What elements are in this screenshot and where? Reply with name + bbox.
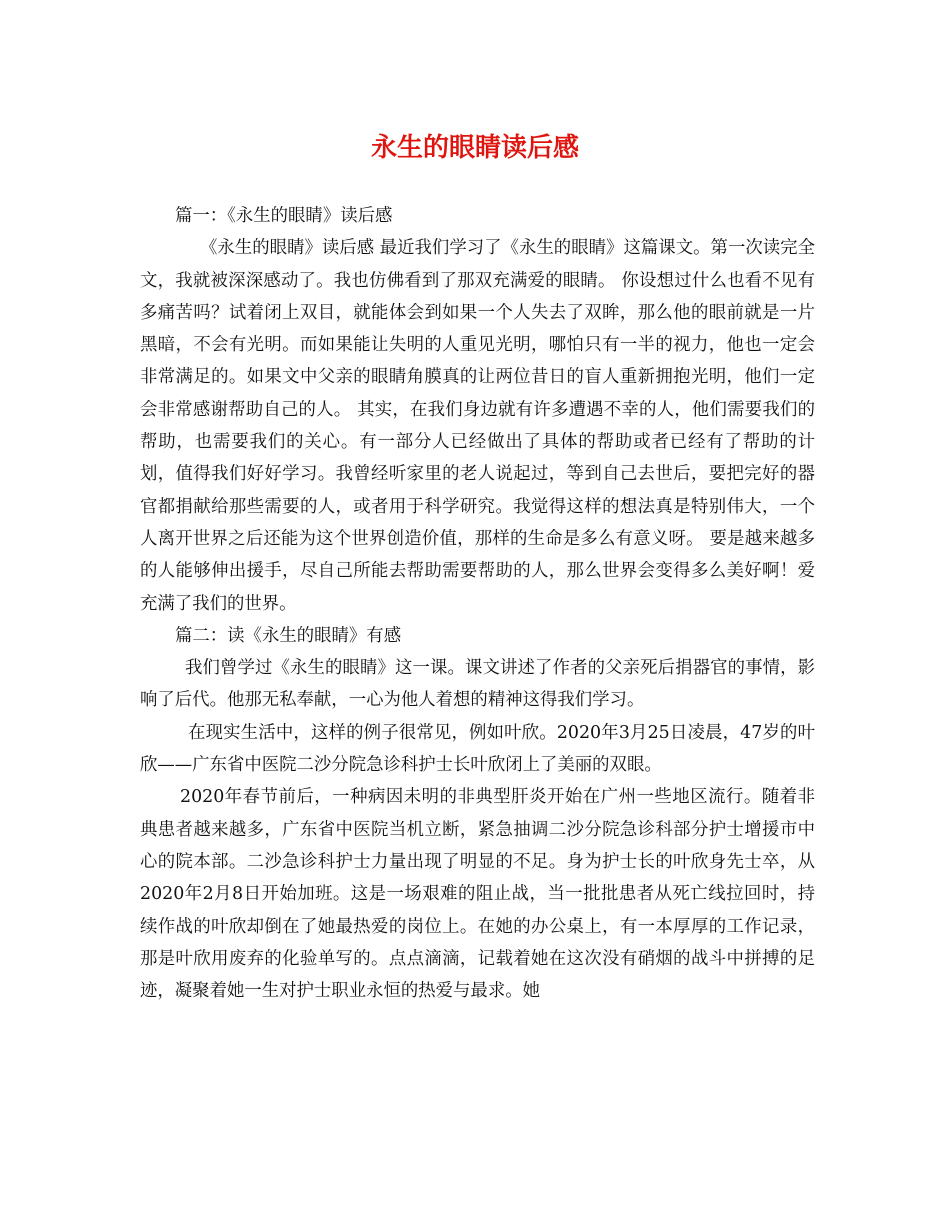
- section-heading-2: 篇二：读《永生的眼睛》有感: [175, 625, 402, 646]
- document-body: [140, 200, 815, 1007]
- section-heading-1: 篇一：《永生的眼睛》读后感: [175, 206, 393, 226]
- section-2-paragraph-1: 我们曾学过《永生的眼睛》这一课。课文讲述了作者的父亲死后捐器官的事情，影响了后代。他那无私奉献，一心为他人着想的精神这得我们学习。: [140, 658, 815, 711]
- section-2-paragraph-2: 在现实生活中，这样的例子很常见，例如叶欣。2020年3月25日凌晨，47岁的叶欣——广东省中医院二沙分院急诊科护士长叶欣闭上了美丽的双眼。: [140, 722, 815, 776]
- document-title: 永生的眼睛读后感: [370, 133, 579, 163]
- section-2-paragraph-3: 2020年春节前后，一种病因未明的非典型肝炎开始在广州一些地区流行。随着非典患者越来越多，广东省中医院当机立断，紧急抽调二沙分院急诊科部分护士增援市中心的院本部。二沙急诊科护士力量出现了明显的不足。身为护士长的叶欣身先士卒，从2020年2月8日开始加班。这是一场艰难的阻止战，当一批批患者从死亡线拉回时，持续作战的叶欣却倒在了她最热爱的岗位上。在她的办公桌上，有一本厚厚的工作记录，那是叶欣用废弃的化验单写的。点点滴滴，记载着她在这次没有硝烟的战斗中拼搏的足迹，凝聚着她一生对护士职业永恒的热爱与最求。她: [140, 787, 815, 1002]
- section-1-paragraph: 《永生的眼睛》读后感 最近我们学习了《永生的眼睛》这篇课文。第一次读完全文，我就被深深感动了。我也仿佛看到了那双充满爱的眼睛。 你设想过什么也看不见有多痛苦吗？试着闭上双目，就能体会到如果一个人失去了双眸，那么他的眼前就是一片黑暗，不会有光明。而如果能让失明的人重见光明，哪怕只有一半的视力，他也一定会非常满足的。如果文中父亲的眼睛角膜真的让两位昔日的盲人重新拥抱光明，他们一定会非常感谢帮助自己的人。 其实，在我们身边就有许多遭遇不幸的人，他们需要我们的帮助，也需要我们的关心。有一部分人已经做出了具体的帮助或者已经有了帮助的计划，值得我们好好学习。我曾经听家里的老人说起过，等到自己去世后，要把完好的器官都捐献给那些需要的人，或者用于科学研究。我觉得这样的想法真是特别伟大，一个人离开世界之后还能为这个世界创造价值，那样的生命是多么有意义呀。 要是越来越多的人能够伸出援手，尽自己所能去帮助需要帮助的人，那么世界会变得多么美好啊！爱充满了我们的世界。: [140, 238, 815, 614]
